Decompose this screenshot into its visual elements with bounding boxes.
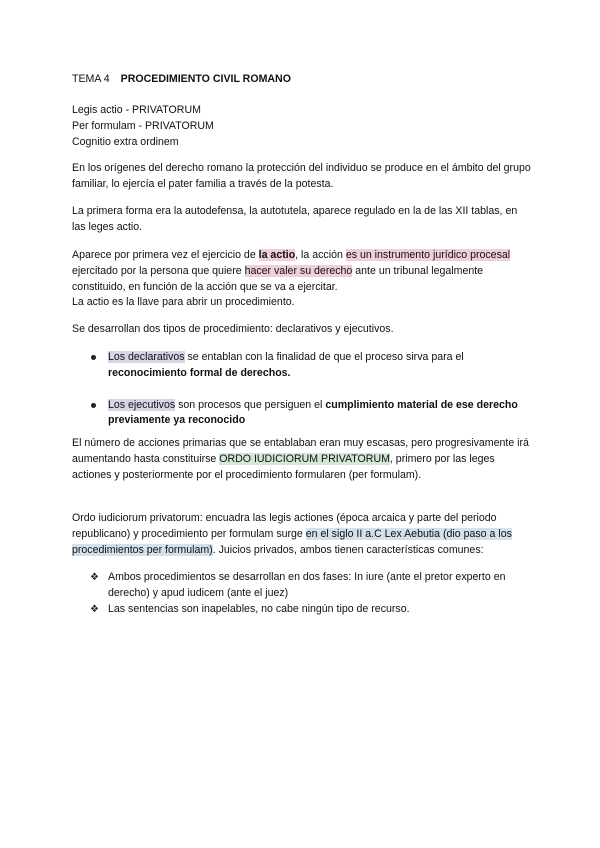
paragraph-ordo: El número de acciones primarias que se entablaban eran muy escasas, pero progresivamente irá aumentando hasta constituirse ORDO IUDICIORUM PRIVATORUM, primero por las leges actiones y posteriormente por el procedimiento formularen (per formulam).	[72, 437, 529, 481]
highlight-ejecutivos: Los ejecutivos	[108, 398, 176, 411]
doc-title: PROCEDIMIENTO CIVIL ROMANO	[120, 73, 291, 85]
highlight-hacer-valer: hacer valer su derecho	[244, 264, 353, 277]
paragraph-tipos: Se desarrollan dos tipos de procedimiento: declarativos y ejecutivos.	[72, 323, 394, 335]
actio-llave: La actio es la llave para abrir un procedimiento.	[72, 296, 295, 309]
diamond-bullet-icon: ❖	[90, 603, 99, 615]
diamond-item: ❖ Las sentencias son inapelables, no cabe ningún tipo de recurso.	[72, 602, 532, 618]
procedure-item: Cognitio extra ordinem	[72, 135, 179, 148]
bullet-dot	[91, 403, 96, 408]
bullet-ejecutivos: Los ejecutivos son procesos que persiguen el cumplimiento material de ese derecho previamente ya reconocido	[72, 398, 532, 430]
procedure-item: Legis actio - PRIVATORUM	[72, 104, 201, 116]
bullet-list	[72, 350, 532, 429]
procedure-item: Per formulam - PRIVATORUM	[72, 119, 214, 132]
highlight-la-actio: la actio	[258, 249, 296, 261]
paragraph-origins: En los orígenes del derecho romano la protección del individuo se produce en el ámbito del grupo familiar, lo ejercía el pater familia a través de la potesta.	[72, 162, 531, 190]
bullet-declarativos: Los declarativos se entablan con la finalidad de que el proceso sirva para el reconocimiento formal de derechos.	[72, 350, 532, 382]
paragraph-autodefensa: La primera forma era la autodefensa, la autotutela, aparece regulado en la de las XII tablas, en las leges actio.	[72, 205, 518, 233]
highlight-ordo: ORDO IUDICIORUM PRIVATORUM	[219, 452, 390, 465]
diamond-bullet-icon: ❖	[90, 572, 99, 583]
bullet-dot	[91, 355, 96, 360]
doc-header	[72, 72, 532, 88]
highlight-instrumento: es un instrumento jurídico procesal	[345, 249, 511, 261]
paragraph-ordo-privatorum: Ordo iudiciorum privatorum: encuadra las legis actiones (época arcaica y parte del periodo republicano) y procedimiento per formulam surge en el siglo II a.C Lex Aebutia (dio paso a los procedimientos per formulam). Juicios privados, ambos tienen características comunes:	[72, 512, 512, 556]
highlight-lex-aebutia: en el siglo II a.C Lex Aebutia (dio paso a los procedimientos per formulam)	[72, 527, 512, 556]
topic-number: TEMA 4	[72, 73, 110, 85]
procedure-list	[72, 103, 532, 150]
highlight-declarativos: Los declarativos	[108, 351, 185, 363]
diamond-list	[72, 570, 532, 617]
diamond-item: ❖ Ambos procedimientos se desarrollan en dos fases: In iure (ante el pretor experto en derecho) y apud iudicem (ante el juez)	[90, 571, 506, 599]
paragraph-actio: Aparece por primera vez el ejercicio de la actio, la acción es un instrumento jurídico procesal ejercitado por la persona que quiere hacer valer su derecho ante un tribunal legalmente constituido, en función de la acción que se va a ejercitar. La actio es la llave para abrir un procedimiento.	[72, 248, 532, 311]
